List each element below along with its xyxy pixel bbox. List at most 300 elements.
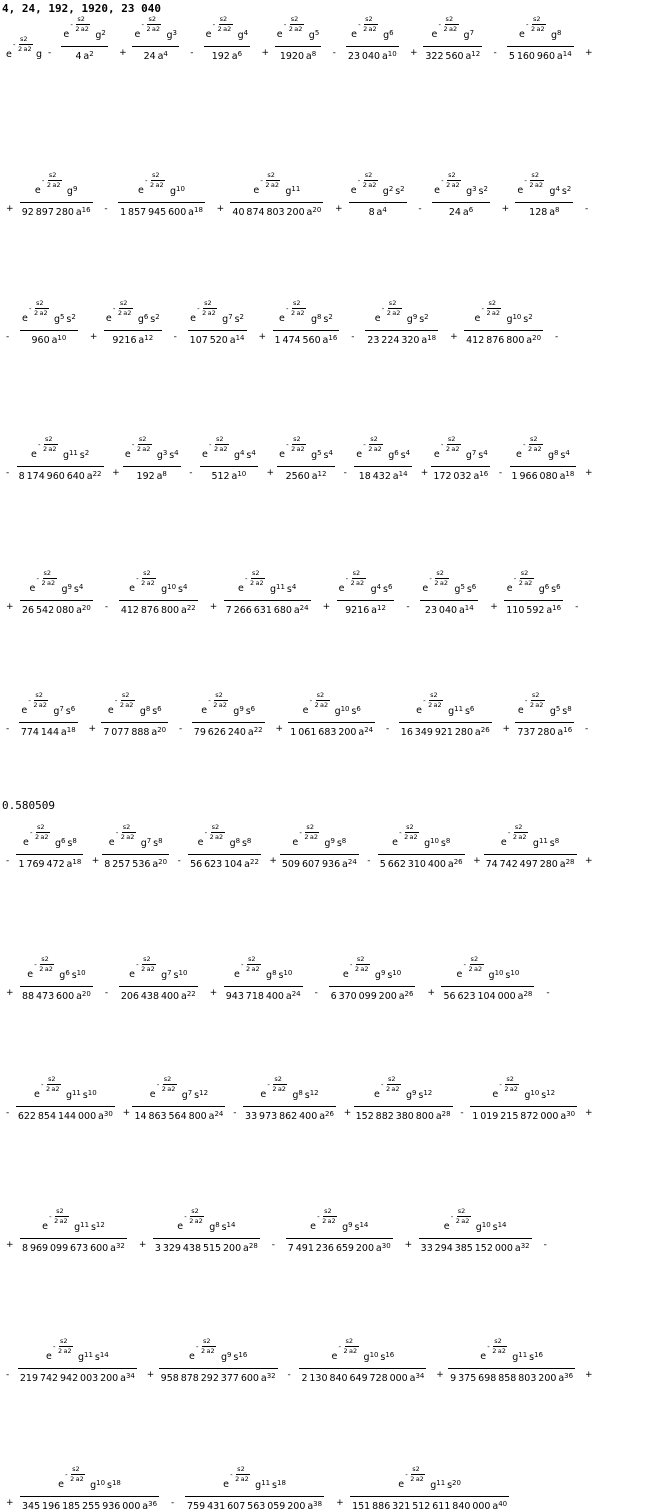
exp-num: s2 — [531, 171, 539, 179]
fraction-bar — [153, 1238, 260, 1239]
exp-base: e — [434, 185, 440, 196]
exp-base: e — [190, 313, 197, 324]
exp-sign: - — [53, 1343, 56, 1351]
exp-base: e — [443, 1221, 450, 1232]
exp-base: e — [108, 837, 115, 848]
exp-den: 2 a2 — [428, 701, 442, 709]
exp-den: 2 a2 — [288, 25, 303, 33]
exp-den: 2 a2 — [54, 1217, 68, 1225]
term-sign: + — [209, 988, 218, 998]
term-numerator: $g^{10}$ $s^4$ — [161, 583, 188, 595]
exp-base: e — [253, 185, 260, 196]
term-denominator: 23 040 $a^{10}$ — [347, 50, 397, 62]
term-denominator: 1 857 945 600 $a^{18}$ — [120, 206, 203, 218]
exp-base: e — [29, 583, 36, 594]
exp-den: 2 a2 — [445, 445, 460, 453]
exp-sign: - — [29, 829, 33, 837]
exp-base: e — [129, 969, 135, 980]
term-numerator: $g^8$ $s^{10}$ — [266, 969, 293, 981]
term-sign: + — [436, 1370, 444, 1380]
exp-den: 2 a2 — [443, 25, 458, 33]
term-denominator: 1 019 215 872 000 $a^{30}$ — [472, 1110, 576, 1122]
leading-term: g — [36, 49, 43, 60]
exp-num: s2 — [148, 15, 156, 23]
exp-num: s2 — [290, 15, 299, 23]
exp-base: e — [42, 1221, 48, 1232]
fraction-bar — [515, 202, 573, 203]
exp-base: e — [292, 837, 299, 848]
exp-den: 2 a2 — [290, 309, 305, 317]
term-denominator: 192 $a^6$ — [211, 50, 243, 62]
exp-den: 2 a2 — [75, 25, 89, 33]
term-denominator: 3 329 438 515 200 $a^{28}$ — [154, 1242, 258, 1254]
term-sign: + — [91, 856, 100, 866]
fraction-bar — [365, 330, 438, 331]
exp-num: s2 — [470, 955, 479, 963]
term-denominator: 16 349 921 280 $a^{26}$ — [400, 726, 490, 738]
term-numerator: $g^{11}$ $s^8$ — [532, 837, 560, 849]
exp-base: e — [27, 969, 34, 980]
term-denominator: 8 $a^4$ — [368, 206, 387, 218]
term-denominator: 943 718 400 $a^{24}$ — [225, 990, 301, 1002]
exp-sign: - — [423, 697, 426, 705]
term-denominator: 151 886 321 512 611 840 000 $a^{40}$ — [352, 1500, 508, 1512]
exp-base: e — [138, 185, 144, 196]
term-sign: + — [275, 724, 283, 734]
term-sign: - — [104, 204, 108, 214]
exp-den: 2 a2 — [468, 965, 483, 973]
exp-num: s2 — [506, 1075, 514, 1083]
exp-num: s2 — [252, 569, 260, 577]
term-numerator: $g^8$ $s^6$ — [139, 705, 162, 717]
fraction-bar — [484, 854, 577, 855]
fraction-bar — [16, 1106, 115, 1107]
exp-base: e — [33, 1089, 40, 1100]
term-numerator: $g^6$ $s^8$ — [54, 837, 77, 849]
exp-sign: - — [230, 1471, 233, 1479]
exp-num: s2 — [494, 1337, 502, 1345]
exp-sign: - — [41, 177, 45, 185]
exp-sign: - — [438, 21, 442, 29]
term-sign: - — [343, 468, 347, 478]
exp-sign: - — [208, 697, 211, 705]
exp-sign: - — [267, 1081, 270, 1089]
exp-sign: - — [286, 441, 289, 449]
exp-num: s2 — [47, 1075, 56, 1083]
term-numerator: $g^7$ — [463, 29, 475, 41]
exp-base: e — [22, 837, 29, 848]
continuation-sign: + — [585, 1108, 593, 1118]
term-numerator: $g^8$ — [551, 29, 562, 41]
exp-num: s2 — [163, 1075, 172, 1083]
fraction-bar — [17, 466, 104, 467]
exp-base: e — [310, 1221, 316, 1232]
exp-num: s2 — [219, 15, 228, 23]
exp-num: s2 — [447, 435, 456, 443]
term-denominator: 92 897 280 $a^{16}$ — [21, 206, 91, 218]
term-sign: - — [6, 856, 10, 866]
term-sign: - — [493, 48, 497, 58]
exp-base: e — [201, 705, 208, 716]
term-denominator: 74 742 497 280 $a^{28}$ — [485, 858, 575, 870]
exp-num: s2 — [365, 15, 373, 23]
term-numerator: $g^{10}$ $s^{10}$ — [488, 969, 520, 981]
exp-num: s2 — [531, 691, 540, 699]
exp-num: s2 — [191, 1207, 199, 1215]
exp-num: s2 — [44, 435, 53, 443]
exp-den: 2 a2 — [119, 701, 134, 709]
term-numerator: $g^9$ $s^8$ — [324, 837, 347, 849]
term-numerator: $g^{10}$ $s^8$ — [424, 837, 451, 849]
fraction-bar — [277, 466, 335, 467]
term-numerator: $g^7$ $s^6$ — [53, 705, 76, 717]
term-denominator: 8 257 536 $a^{20}$ — [104, 858, 168, 870]
fraction-bar — [354, 466, 412, 467]
exp-base: e — [517, 185, 524, 196]
fraction-bar — [299, 1368, 426, 1369]
term-denominator: 7 266 631 680 $a^{24}$ — [225, 604, 309, 616]
exp-num: s2 — [77, 15, 85, 23]
term-numerator: $g^4$ — [237, 29, 249, 41]
exp-base: e — [351, 29, 357, 40]
exp-num: s2 — [436, 569, 444, 577]
term-sign: - — [171, 1498, 175, 1508]
term-numerator: $g^{10}$ $s^2$ — [506, 313, 533, 325]
exp-num: s2 — [35, 691, 43, 699]
exp-den: 2 a2 — [386, 309, 401, 317]
fraction-bar — [204, 46, 251, 47]
exp-sign: - — [399, 829, 402, 837]
exp-num: s2 — [448, 171, 456, 179]
term-denominator: 40 874 803 200 $a^{20}$ — [232, 206, 322, 218]
exp-base: e — [492, 1089, 499, 1100]
exp-num: s2 — [36, 299, 44, 307]
fraction-bar — [441, 986, 534, 987]
exp-sign: - — [345, 575, 349, 583]
exp-base: e — [260, 1089, 267, 1100]
exp-base: e — [356, 449, 363, 460]
fraction-bar — [102, 854, 169, 855]
term-numerator: $g^5$ — [308, 29, 320, 41]
exp-base: e — [129, 583, 135, 594]
fraction-bar — [159, 1368, 278, 1369]
exp-den: 2 a2 — [350, 579, 365, 587]
exp-base: e — [223, 1479, 230, 1490]
exp-den: 2 a2 — [209, 833, 224, 841]
exp-den: 2 a2 — [146, 25, 161, 33]
term-numerator: $g^9$ $s^2$ — [406, 313, 429, 325]
exp-den: 2 a2 — [492, 1347, 506, 1355]
exp-num: s2 — [41, 955, 49, 963]
exp-num: s2 — [43, 569, 52, 577]
exp-sign: - — [241, 961, 244, 969]
exp-num: s2 — [364, 171, 373, 179]
fraction-bar — [504, 600, 563, 601]
continuation-sign: - — [555, 332, 559, 342]
term-numerator: $g^5$ $s^2$ — [54, 313, 76, 325]
fraction-bar — [188, 854, 261, 855]
term-numerator: $g^{11}$ — [285, 185, 301, 197]
term-numerator: $g^9$ $s^{16}$ — [221, 1351, 248, 1363]
exp-sign: - — [145, 177, 148, 185]
fraction-bar — [423, 46, 482, 47]
fraction-bar — [350, 1496, 509, 1497]
exp-num: s2 — [138, 435, 147, 443]
exp-sign: - — [358, 21, 361, 29]
exp-base: e — [416, 705, 422, 716]
term-numerator: $g^8$ $s^8$ — [229, 837, 252, 849]
exp-sign: - — [523, 441, 526, 449]
fraction-bar — [20, 1496, 159, 1497]
term-numerator: $g^6$ $s^6$ — [538, 583, 561, 595]
term-denominator: 9216 $a^{12}$ — [345, 604, 386, 616]
exp-base: e — [149, 1089, 156, 1100]
term-sign: - — [332, 48, 336, 58]
term-numerator: $g^{11}$ $s^6$ — [448, 705, 475, 717]
fraction-bar — [275, 46, 322, 47]
exp-num: s2 — [204, 299, 212, 307]
fraction-bar — [280, 854, 359, 855]
exp-sign: - — [481, 305, 484, 313]
exp-num: s2 — [530, 435, 538, 443]
term-sign: - — [314, 988, 318, 998]
exp-sign: - — [136, 575, 139, 583]
term-sign: + — [473, 856, 481, 866]
term-denominator: 33 973 862 400 $a^{26}$ — [245, 1110, 334, 1122]
exp-num: s2 — [203, 1337, 211, 1345]
fraction-bar — [286, 1238, 393, 1239]
exp-sign: - — [357, 177, 361, 185]
term-denominator: 1 769 472 $a^{18}$ — [18, 858, 82, 870]
exp-num: s2 — [56, 1207, 64, 1215]
fraction-bar — [101, 722, 168, 723]
exp-base: e — [276, 29, 283, 40]
term-numerator: $g^7$ $s^2$ — [222, 313, 244, 325]
fraction-bar — [118, 202, 205, 203]
term-sign: - — [351, 332, 355, 342]
fraction-bar — [378, 854, 465, 855]
exp-num: s2 — [60, 1337, 68, 1345]
exp-den: 2 a2 — [272, 1085, 286, 1093]
term-numerator: $g^8$ $s^{14}$ — [209, 1221, 236, 1233]
term-sign: + — [112, 468, 120, 478]
exp-num: s2 — [237, 1465, 245, 1473]
exp-num: s2 — [215, 691, 223, 699]
continuation-sign: - — [585, 724, 589, 734]
exp-den: 2 a2 — [150, 181, 164, 189]
exp-base: e — [63, 29, 70, 40]
exp-den: 2 a2 — [528, 445, 542, 453]
exp-den: 2 a2 — [45, 1085, 60, 1093]
exp-den: 2 a2 — [362, 181, 377, 189]
exp-den: 2 a2 — [213, 445, 228, 453]
term-sign: - — [367, 856, 371, 866]
term-sign: + — [502, 724, 511, 734]
exp-base: e — [373, 1089, 380, 1100]
term-denominator: 9 375 698 858 803 200 $a^{36}$ — [450, 1372, 574, 1384]
term-numerator: $g^4$ $s^2$ — [549, 185, 572, 197]
exp-num: s2 — [122, 823, 131, 831]
term-numerator: $g^{10}$ $s^{12}$ — [524, 1089, 556, 1101]
continuation-sign: + — [585, 1370, 593, 1380]
exp-num: s2 — [324, 1207, 332, 1215]
exp-den: 2 a2 — [34, 833, 49, 841]
term-sign: - — [6, 468, 10, 478]
term-denominator: 18 432 $a^{14}$ — [358, 470, 408, 482]
term-denominator: 56 623 104 000 $a^{28}$ — [443, 990, 533, 1002]
exp-sign: - — [283, 21, 287, 29]
continuation-sign: + — [585, 48, 593, 58]
fraction-bar — [515, 722, 574, 723]
term-numerator: $g^6$ — [383, 29, 394, 41]
term-sign: - — [498, 468, 503, 478]
exp-den: 2 a2 — [354, 965, 369, 973]
exp-base: e — [238, 583, 244, 594]
continuation-sign: + — [585, 856, 593, 866]
term-sign: - — [173, 332, 177, 342]
exp-sign: - — [450, 1213, 454, 1221]
exp-den: 2 a2 — [42, 445, 57, 453]
exp-den: 2 a2 — [161, 1085, 176, 1093]
term-denominator: 107 520 $a^{14}$ — [189, 334, 245, 346]
term-denominator: 774 144 $a^{18}$ — [20, 726, 76, 738]
fraction-bar — [20, 202, 93, 203]
exp-num: s2 — [267, 171, 275, 179]
fraction-bar — [20, 1238, 127, 1239]
exp-base: e — [519, 29, 525, 40]
exp-num: s2 — [36, 823, 45, 831]
term-sign: + — [6, 602, 14, 612]
term-sign: - — [178, 724, 183, 734]
exp-sign: - — [34, 961, 37, 969]
exp-den: 2 a2 — [322, 1217, 336, 1225]
term-denominator: 9216 $a^{12}$ — [112, 334, 154, 346]
exp-sign: - — [141, 21, 144, 29]
exp-base: e — [6, 49, 12, 60]
exp-num: s2 — [345, 1337, 354, 1345]
fraction-bar — [200, 466, 258, 467]
term-numerator: $g^9$ — [66, 185, 78, 197]
term-sign: + — [322, 602, 331, 612]
fraction-bar — [431, 466, 490, 467]
exp-den: 2 a2 — [41, 579, 56, 587]
fraction-bar — [119, 600, 198, 601]
term-sign: - — [189, 468, 193, 478]
exp-num: s2 — [533, 15, 541, 23]
term-sign: - — [406, 602, 410, 612]
term-numerator: $g^{10}$ $s^6$ — [334, 705, 361, 717]
term-sign: + — [216, 204, 225, 214]
exp-num: s2 — [293, 435, 301, 443]
term-numerator: $g^5$ $s^4$ — [311, 449, 333, 461]
exp-base: e — [30, 449, 37, 460]
term-denominator: 960 $a^{10}$ — [31, 334, 67, 346]
fraction-bar — [354, 1106, 453, 1107]
term-denominator: 412 876 800 $a^{20}$ — [466, 334, 542, 346]
term-numerator: $g^{10}$ — [170, 185, 185, 197]
exp-num: s2 — [370, 435, 378, 443]
exp-base: e — [134, 29, 141, 40]
term-numerator: $g^9$ $s^6$ — [233, 705, 256, 717]
term-sign: + — [336, 1498, 344, 1508]
term-numerator: $g^{11}$ $s^{10}$ — [65, 1089, 97, 1101]
exp-base: e — [474, 313, 481, 324]
exp-den: 2 a2 — [518, 579, 533, 587]
exp-base: e — [374, 313, 381, 324]
exp-num: s2 — [387, 1075, 396, 1083]
fraction-bar — [185, 1496, 324, 1497]
exp-sign: - — [338, 1343, 342, 1351]
term-sign: + — [119, 48, 127, 58]
exp-base: e — [516, 449, 522, 460]
exp-sign: - — [441, 177, 444, 185]
exp-base: e — [433, 449, 440, 460]
term-numerator: $g^{11}$ $s^4$ — [270, 583, 297, 595]
exp-sign: - — [405, 1471, 408, 1479]
exp-num: s2 — [412, 1465, 420, 1473]
term-sign: + — [266, 468, 274, 478]
term-numerator: $g^6$ $s^4$ — [388, 449, 411, 461]
term-numerator: $g^4$ $s^4$ — [233, 449, 256, 461]
term-sign: + — [490, 602, 498, 612]
exp-num: s2 — [248, 955, 256, 963]
exp-sign: - — [440, 441, 444, 449]
exp-num: s2 — [274, 1075, 282, 1083]
exp-sign: - — [487, 1343, 490, 1351]
term-denominator: 192 $a^8$ — [136, 470, 167, 482]
fraction-bar — [224, 600, 311, 601]
exp-num: s2 — [292, 299, 301, 307]
fraction-bar — [349, 202, 407, 203]
exp-sign: - — [196, 1343, 199, 1351]
exp-sign: - — [212, 21, 216, 29]
exp-den: 2 a2 — [141, 579, 155, 587]
exp-num: s2 — [306, 823, 314, 831]
term-sign: + — [258, 332, 267, 342]
exp-num: s2 — [20, 35, 28, 43]
term-numerator: $g^{11}$ $s^2$ — [62, 449, 90, 461]
term-denominator: 322 560 $a^{12}$ — [425, 50, 481, 62]
header-sequence: 4, 24, 192, 1920, 23 040 — [2, 2, 161, 15]
exp-den: 2 a2 — [512, 833, 527, 841]
fraction-bar — [507, 46, 574, 47]
term-denominator: 128 $a^8$ — [529, 206, 560, 218]
term-numerator: $g^7$ $s^{10}$ — [161, 969, 188, 981]
term-numerator: $g^{11}$ $s^{14}$ — [78, 1351, 109, 1363]
exp-sign: - — [349, 961, 353, 969]
fraction-bar — [61, 46, 108, 47]
exp-base: e — [46, 1351, 52, 1362]
fraction-bar — [419, 1238, 532, 1239]
exp-base: e — [22, 313, 28, 324]
fraction-bar — [399, 722, 492, 723]
continuation-sign: + — [585, 468, 593, 478]
term-denominator: 1 966 080 $a^{18}$ — [511, 470, 575, 482]
fraction-bar — [19, 722, 78, 723]
exp-num: s2 — [211, 823, 220, 831]
term-denominator: 1920 $a^8$ — [279, 50, 317, 62]
term-denominator: 8 174 960 640 $a^{22}$ — [18, 470, 102, 482]
term-denominator: 24 $a^4$ — [143, 50, 168, 62]
term-denominator: 110 592 $a^{16}$ — [506, 604, 562, 616]
exp-den: 2 a2 — [46, 181, 61, 189]
exp-den: 2 a2 — [33, 701, 47, 709]
term-denominator: 1 061 683 200 $a^{24}$ — [290, 726, 374, 738]
exp-base: e — [506, 583, 513, 594]
term-sign: + — [6, 1240, 14, 1250]
term-denominator: 14 863 564 800 $a^{24}$ — [134, 1110, 224, 1122]
exp-base: e — [331, 1351, 338, 1362]
